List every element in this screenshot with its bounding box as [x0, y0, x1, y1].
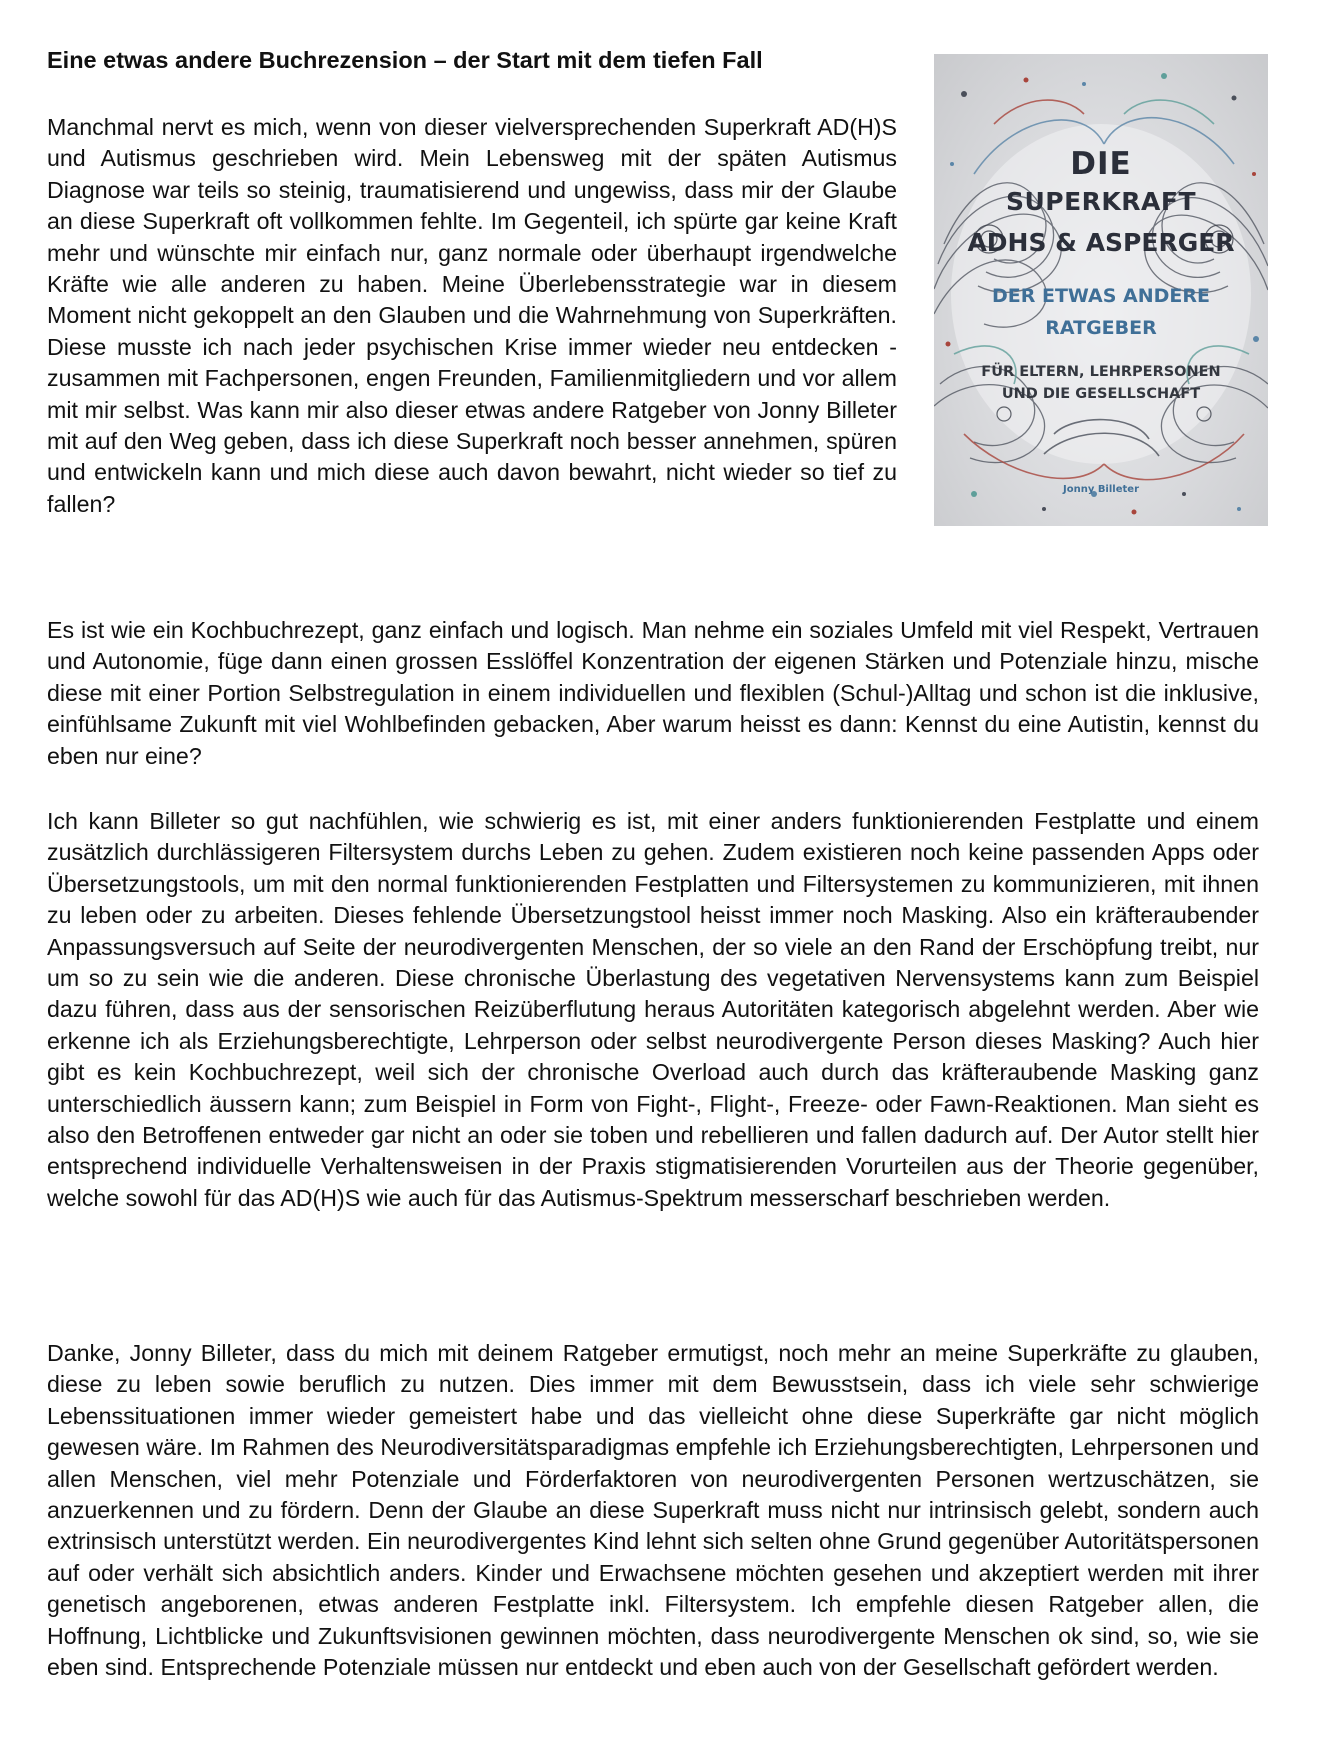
cover-title-line-3: ADHS & ASPERGER — [967, 228, 1235, 257]
cover-title-line-2: SUPERKRAFT — [1005, 187, 1197, 216]
cover-audience-line-2: UND DIE GESELLSCHAFT — [1001, 386, 1201, 402]
article-title: Eine etwas andere Buchrezension – der Start mit dem tiefen Fall — [47, 47, 763, 73]
paragraph-4: Danke, Jonny Billeter, dass du mich mit deinem Ratgeber ermutigst, noch mehr an meine Superkräfte zu glauben, diese zu leben sowie beruflich zu nutzen. Dies immer mit dem Bewusstsein, dass ich viele sehr schwierige Lebenssituationen immer wieder gemeistert habe und das vielleicht ohne diese Superkräfte gar nicht möglich gewesen wäre. Im Rahmen des Neurodiversitätsparadigmas empfehle ich Erziehungsberechtigten, Lehrpersonen und allen Menschen, viel mehr Potenziale und Förderfaktoren von neurodivergenten Personen wertzuschätzen, sie anzuerkennen und zu fördern. Denn der Glaube an diese Superkraft muss nicht nur intrinsisch gelebt, sondern auch extrinsisch unterstützt werden. Ein neurodivergentes Kind lehnt sich selten ohne Grund gegenüber Autoritätspersonen auf oder verhält sich absichtlich anders. Kinder und Erwachsene möchten gesehen und akzeptiert werden mit ihrer genetisch angeborenen, etwas anderen Festplatte inkl. Filtersystem. Ich empfehle diesen Ratgeber allen, die Hoffnung, Lichtblicke und Zukunftsvisionen gewinnen möchten, dass neurodivergente Menschen ok sind, so, wie sie eben sind. Entsprechende Potenziale müssen nur entdeckt und eben auch von der Gesellschaft gefördert werden. — [47, 1340, 1259, 1681]
cover-subtitle-line-1: DER ETWAS ANDERE — [991, 285, 1210, 307]
cover-subtitle-line-2: RATGEBER — [1045, 317, 1157, 339]
cover-audience-line-1: FÜR ELTERN, LEHRPERSONEN — [981, 364, 1221, 380]
book-cover — [934, 54, 1268, 526]
paragraph-1: Manchmal nervt es mich, wenn von dieser vielversprechenden Superkraft AD(H)S und Autismus geschrieben wird. Mein Lebensweg mit der späten Autismus Diagnose war teils so steinig, traumatisierend und ungewiss, dass mir der Glaube an diese Superkraft oft vollkommen fehlte. Im Gegenteil, ich spürte gar keine Kraft mehr und wünschte mir einfach nur, ganz normale oder überhaupt irgendwelche Kräfte wie alle anderen zu haben. Meine Überlebensstrategie war in diesem Moment nicht gekoppelt an den Glauben und die Wahrnehmung von Superkräften. Diese musste ich nach jeder psychischen Krise immer wieder neu entdecken - zusammen mit Fachpersonen, engen Freunden, Familienmitgliedern und vor allem mit mir selbst. Was kann mir also dieser etwas andere Ratgeber von Jonny Billeter mit auf den Weg geben, dass ich diese Superkraft noch besser annehmen, spüren und entwickeln kann und mich diese auch davon bewahrt, nicht wieder so tief zu fallen? — [47, 114, 897, 517]
cover-author: Jonny Billeter — [1062, 484, 1139, 495]
paragraph-3: Ich kann Billeter so gut nachfühlen, wie schwierig es ist, mit einer anders funktionierenden Festplatte und einem zusätzlich durchlässigeren Filtersystem durchs Leben zu gehen. Zudem existieren noch keine passenden Apps oder Übersetzungstools, um mit den normal funktionierenden Festplatten und Filtersystemen zu kommunizieren, mit ihnen zu leben oder zu arbeiten. Dieses fehlende Übersetzungstool heisst immer noch Masking. Also ein kräfteraubender Anpassungsversuch auf Seite der neurodivergenten Menschen, der so viele an den Rand der Erschöpfung treibt, nur um so zu sein wie die anderen. Diese chronische Überlastung des vegetativen Nervensystems kann zum Beispiel dazu führen, dass aus der sensorischen Reizüberflutung heraus Autoritäten kategorisch abgelehnt werden. Aber wie erkenne ich als Erziehungsberechtigte, Lehrperson oder selbst neurodivergente Person dieses Masking? Auch hier gibt es kein Kochbuchrezept, weil sich der chronische Overload auch durch das kräfteraubende Masking ganz unterschiedlich äussern kann; zum Beispiel in Form von Fight-, Flight-, Freeze- oder Fawn-Reaktionen. Man sieht es also den Betroffenen entweder gar nicht an oder sie toben und rebellieren und fallen dadurch auf. Der Autor stellt hier entsprechend individuelle Verhaltensweisen in der Praxis stigmatisierenden Vorurteilen aus der Theorie gegenüber, welche sowohl für das AD(H)S wie auch für das Autismus-Spektrum messerscharf beschrieben werden. — [47, 808, 1259, 1211]
paragraph-2: Es ist wie ein Kochbuchrezept, ganz einfach und logisch. Man nehme ein soziales Umfeld mit viel Respekt, Vertrauen und Autonomie, füge dann einen grossen Esslöffel Konzentration der eigenen Stärken und Potenziale hinzu, mische diese mit einer Portion Selbstregulation in einem individuellen und flexiblen (Schul-)Alltag und schon ist die inklusive, einfühlsame Zukunft mit viel Wohlbefinden gebacken, Aber warum heisst es dann: Kennst du eine Autistin, kennst du eben nur eine? — [47, 617, 1259, 769]
cover-title-line-1: DIE — [1070, 146, 1132, 182]
